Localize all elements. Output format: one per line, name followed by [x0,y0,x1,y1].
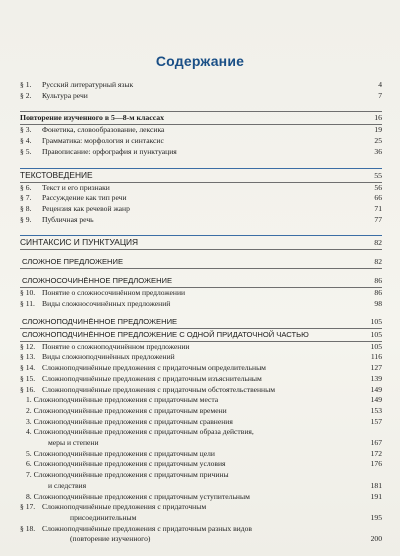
entry-page: 19 [374,125,382,135]
entry-number: § 1. [20,80,32,89]
entry-number: § 11. [20,299,35,309]
entry-title: Сложноподчинённые предложения с придаточным разных видов [42,523,252,533]
toc-entry[interactable] [20,288,382,299]
entry-number: § 13. [20,352,36,362]
section-syntax[interactable] [20,236,382,249]
entry-page: 149 [370,384,382,394]
repeat-heading-page: 16 [374,113,382,123]
entry-number: § 14. [20,363,36,373]
entry-title: Рецензия как речевой жанр [42,203,130,213]
subsection-complex[interactable] [20,256,382,268]
repeat-list [20,125,382,157]
toc-entry[interactable] [20,91,382,102]
entry-page: 86 [374,288,382,298]
entry-number: § 6. [20,182,32,192]
subsection-compound[interactable] [20,275,382,287]
entry-title: Сложноподчинённые предложения с придаточным обстоятельственным [42,384,276,394]
subsection-subordinate[interactable] [20,316,382,328]
entry-page: 172 [370,448,382,458]
entry-page: 181 [370,480,382,490]
subsection-label: СЛОЖНОПОДЧИНЁННОЕ ПРЕДЛОЖЕНИЕ [22,316,178,326]
entry-title: Понятие о сложноподчинённом предложении [42,341,190,351]
toc-entry[interactable] [20,215,382,226]
entry-title: Виды сложноподчинённых предложений [42,352,175,362]
entry-title: (повторение изученного) [70,534,151,544]
section-page: 82 [374,238,382,248]
entry-page: 200 [370,534,382,544]
entry-title: 2. Сложноподчинённые предложения с придаточным времени [26,405,227,415]
toc-entry[interactable] [20,481,382,492]
entry-page: 127 [370,363,382,373]
entry-title: 3. Сложноподчинённые предложения с придаточным сравнения [26,416,233,426]
repeat-heading-label: Повторение изученного в 5—8-м классах [20,113,165,123]
toc-entry[interactable] [20,193,382,204]
toc-entry[interactable] [20,125,382,136]
entry-title: 4. Сложноподчинённые предложения с придаточным образа действия, [26,427,254,437]
entry-title: Сложноподчинённые предложения с придаточным [42,502,207,512]
entry-number: § 8. [20,203,32,213]
subsection-label: СЛОЖНОСОЧИНЁННОЕ ПРЕДЛОЖЕНИЕ [22,276,173,286]
entry-number: § 10. [20,288,36,298]
toc-entry[interactable] [20,470,382,481]
entry-title: Культура речи [42,90,88,100]
entry-title: Русский литературный язык [42,80,134,89]
entry-number: § 16. [20,384,36,394]
toc-entry[interactable] [20,438,382,449]
entry-title: Сложноподчинённые предложения с придаточным изъяснительным [42,373,262,383]
entry-page: 149 [370,395,382,405]
section-text-studies[interactable] [20,169,382,182]
entry-title: 6. Сложноподчинённые предложения с придаточным условия [26,459,226,469]
toc-entry[interactable] [20,395,382,406]
entry-number: § 9. [20,214,32,224]
entry-number: § 7. [20,193,32,203]
entry-title: Фонетика, словообразование, лексика [42,125,165,135]
entry-title: Текст и его признаки [42,182,110,192]
entry-number: § 5. [20,146,32,156]
entry-page: 98 [374,299,382,309]
table-of-contents [20,80,382,545]
toc-entry[interactable] [20,417,382,428]
entry-page: 176 [370,459,382,469]
subsection-label: СЛОЖНОПОДЧИНЁННОЕ ПРЕДЛОЖЕНИЕ С ОДНОЙ ПРИДАТОЧНОЙ ЧАСТЬЮ [22,329,309,339]
toc-entry[interactable] [20,406,382,417]
subsection-page: 105 [370,329,382,339]
subsection-single-clause[interactable] [20,329,382,341]
toc-entry[interactable] [20,352,382,363]
toc-entry[interactable] [20,363,382,374]
entry-title: Рассуждение как тип речи [42,193,127,203]
entry-page: 56 [374,182,382,192]
entry-page: 7 [378,90,382,100]
toc-entry[interactable] [20,534,382,545]
toc-entry[interactable] [20,449,382,460]
section-label: СИНТАКСИС И ПУНКТУАЦИЯ [20,237,139,248]
compound-list [20,288,382,309]
subsection-page: 82 [374,257,382,267]
entry-page: 36 [374,146,382,156]
subsection-page: 86 [374,276,382,286]
toc-entry[interactable] [20,374,382,385]
toc-entry[interactable] [20,147,382,158]
entry-page: 139 [370,373,382,383]
subsection-label: СЛОЖНОЕ ПРЕДЛОЖЕНИЕ [22,257,124,267]
toc-entry[interactable] [20,459,382,470]
entry-number: § 4. [20,136,32,146]
entry-title: 7. Сложноподчинённые предложения с придаточным причины [26,470,229,480]
entry-title: меры и степени [48,438,99,448]
entry-page: 105 [370,341,382,351]
entry-page: 157 [370,416,382,426]
entry-page: 116 [370,352,382,362]
toc-entry[interactable] [20,183,382,194]
entry-title: Понятие о сложносочинённом предложении [42,288,186,298]
entry-number: § 15. [20,373,36,383]
entry-page: 4 [378,80,382,89]
page-title: Содержание [155,53,245,69]
repeat-heading[interactable] [20,112,382,124]
entry-page: 71 [374,203,382,213]
entry-number: § 2. [20,90,32,100]
toc-entry[interactable] [20,427,382,438]
adverbial-list [20,395,382,502]
entry-title: присоединительным [70,512,137,522]
entry-page: 167 [370,438,382,448]
toc-entry[interactable] [20,136,382,147]
entry-page: 25 [374,136,382,146]
entry-page: 191 [370,491,382,501]
entry-title: 1. Сложноподчинённые предложения с придаточным места [26,395,219,405]
entry-page: 66 [374,193,382,203]
entry-number: § 12. [20,341,36,351]
entry-title: 8. Сложноподчинённые предложения с придаточным уступительным [26,491,250,501]
subordinate-list [20,342,382,396]
entry-title: и следствия [48,480,87,490]
toc-entry[interactable] [20,80,382,91]
entry-title: Виды сложносочинённых предложений [42,299,171,309]
entry-title: Грамматика: морфология и синтаксис [42,136,164,146]
subsection-page: 105 [370,316,382,326]
toc-entry[interactable] [20,502,382,513]
entry-page: 77 [374,214,382,224]
final-list [20,502,382,545]
section-label: ТЕКСТОВЕДЕНИЕ [20,169,93,180]
toc-entry[interactable] [20,513,382,524]
toc-entry[interactable] [20,385,382,396]
toc-entry[interactable] [20,204,382,215]
entry-number: § 3. [20,125,32,135]
section-page: 55 [374,170,382,180]
toc-entry[interactable] [20,524,382,535]
entry-page: 153 [370,405,382,415]
entry-title: Публичная речь [42,214,94,224]
entry-number: § 17. [20,502,36,512]
entry-title: Правописание: орфография и пунктуация [42,146,177,156]
toc-entry[interactable] [20,299,382,310]
toc-entry[interactable] [20,492,382,503]
entry-title: 5. Сложноподчинённые предложения с придаточным цели [26,448,215,458]
entry-title: Сложноподчинённые предложения с придаточным определительным [42,363,266,373]
toc-entry[interactable] [20,342,382,353]
intro-list [20,80,382,101]
entry-number: § 18. [20,523,36,533]
entry-page: 195 [370,512,382,522]
text-list [20,183,382,226]
